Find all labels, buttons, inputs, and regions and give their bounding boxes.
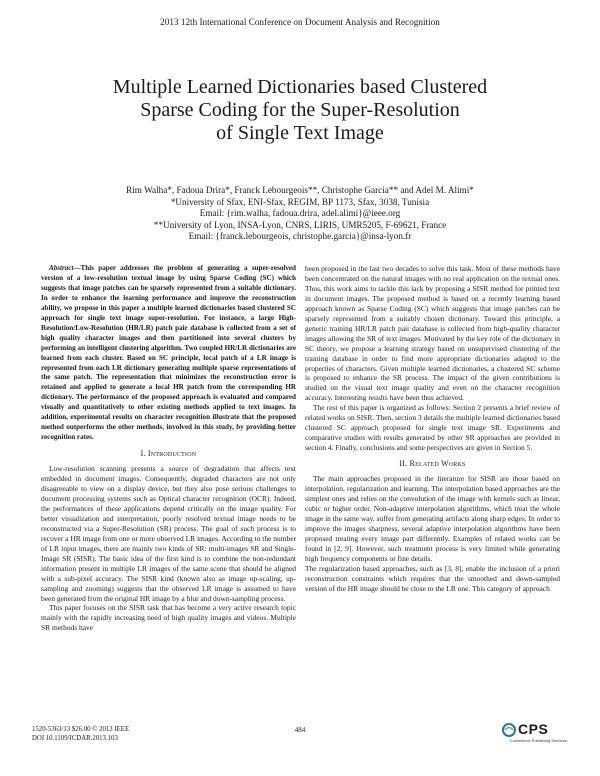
email-2: Email: {franck.lebourgeois, christophe.garcia}@insa-lyon.fr [188, 231, 412, 241]
left-column [41, 264, 296, 633]
cps-logo-subtitle: Conference Publishing Services [510, 738, 567, 743]
affiliation-1: *University of Sfax, ENI-Sfax, REGIM, BP 1173, Sfax, 3038, Tunisia [170, 196, 430, 207]
author-names: Rim Walha*, Fadoua Drira*, Franck Lebourgeois**, Christophe Garcia** and Adel M. Alimi* [126, 185, 474, 195]
title-line: of Single Text Image [216, 122, 384, 144]
affiliation-2: **University of Lyon, INSA-Lyon, CNRS, LIRIS, UMR5205, F-69621, France [153, 219, 447, 230]
abstract-text: —This paper addresses the problem of generating a super-resolved version of a low-resolution textual image by using Sparse Coding (SC) which suggests that image patches can be sparsely represented from a suitable dictionary. In order to enhance the learning performance and improve the reconstruction ability, we propose in this paper a multiple learned dictionaries based clustered SC approach for single text image super-resolution. For instance, a large High-Resolution/Low-Resolution (HR/LR) patch pair database is collected from a set of high quality character images and then partitioned into several clusters by performing an intelligent clustering algorithm. Two coupled HR/LR dictionaries are learned from each cluster. Based on SC principle, local patch of a LR image is represented from each LR dictionary generating multiple sparse representations of the same patch. The representation that minimizes the reconstruction error is retained and applied to generate a local HR patch from the corresponding HR dictionary. The performance of the proposed approach is evaluated and compared visually and quantitatively to other existing methods applied to text images. In addition, experimental results on character recognition illustrate that the proposed method outperforms the other methods, involved in this study, by providing better recognition rates. [41, 264, 296, 442]
cps-swirl-icon [502, 723, 516, 737]
section-heading-related-works: II. Related Works [399, 459, 466, 469]
title-line: Multiple Learned Dictionaries based Clustered [112, 76, 488, 98]
section-heading-introduction: I. Introduction [140, 449, 197, 459]
paper-title [40, 76, 560, 145]
author-block [0, 185, 600, 243]
paragraph: The main approaches proposed in the literature for SISR are those based on interpolation, regularization and learning. The interpolation based approaches are the simplest ones and relies on the convolution of the image with kernels such as linear, cubic or higher order. Non-adaptive interpolation algorithms, which treat the whole image in the same way, suffer from generating artifacts along sharp edges. In order to improve the images sharpness, several adaptive interpolation algorithms have been proposed treating every image part differently. Examples of related works can be found in [2, 9]. However, such treatment process is very limited while generating high frequency components or fine details. [305, 474, 560, 563]
conference-header: 2013 12th International Conference on Document Analysis and Recognition [160, 17, 440, 27]
paragraph: The rest of this paper is organized as follows: Section 2 presents a brief review of related works on SISR. Then, section 3 details the multiple learned dictionaries based clustered SC approach proposed for single text image SR. Experiments and comparative studies with results generated by other SR approaches are provided in section 4. Finally, conclusions and some perspectives are given in Section 5. [305, 403, 560, 453]
doi-line: DOI 10.1109/ICDAR.2013.103 [32, 734, 118, 742]
paragraph: The regularization based approaches, such as [3, 8], enable the inclusion of a priori reconstruction constraints which requires that the smoothed and down-sampled version of the HR image should be close to the LR one. This category of approach [305, 563, 560, 593]
cps-logo [500, 721, 568, 751]
copyright-line: 1520-5363/13 $26.00 © 2013 IEEE [32, 726, 130, 733]
paragraph: Low-resolution scanning presents a source of degradation that affects text embedded in document images. Consequently, degraded characters are not only disagreeable to view on a display device, but they also pose serious challenges to document processing systems such as Optical character recognition (OCR). Indeed, the performances of these applications depend critically on the image quality. For better visualization and interpretation, poorly resolved textual image needs to be reconstructed via a Super-Resolution (SR) process. The goal of such process is to recover a HR image from one or more observed LR images. According to the number of LR input images, there are mainly two kinds of SR: multi-images SR and Single-Image SR (SISR). The basic idea of the first kind is to combine the non-redundant information present in multiple LR images of the same scene that should be aligned with a sub-pixel accuracy. The SISR kind (known also as image up-scaling, up-sampling and zooming) suggests that the observed LR image is assumed to have been generated from the original HR image by a blur and down-sampling process. [41, 464, 296, 603]
cps-logo-text: CPS [518, 721, 549, 737]
abstract [41, 264, 296, 443]
title-line: Sparse Coding for the Super-Resolution [140, 99, 460, 121]
page-number: 484 [294, 726, 306, 734]
right-column [305, 264, 560, 594]
paragraph: This paper focuses on the SISR task that has become a very active research topic mainly with the rapidly increasing need of high quality images and videos. Multiple SR methods have [41, 603, 296, 633]
email-1: Email: {rim.walha, fadoua.drira, adel.alimi}@ieee.org [199, 208, 401, 218]
abstract-lead: Abstract [49, 264, 74, 272]
paragraph: been proposed in the last two decades to solve this task. Most of these methods have been concentrated on the natural images with no real application on the textual ones. Thus, this work aims to tackle this lack by proposing a SISR method for printed text in document images. The proposed method is based on a recently learning based approach known as Sparse Coding (SC) which suggests that image patches can be sparsely represented from a suitably chosen dictionary. Toward this principle, a generic training HR/LR patch pair database is collected from high-quality character images allowing the SR of text images. Motivated by the key role of the dictionary in SC theory, we propose a learning strategy based on unsupervised clustering of the training database in order to find more appropriate dictionaries adapted to the properties of characters. Given multiple learned dictionaries, a clustered SC scheme is proposed to enhance the SR process. The impact of the given contributions is studied on the visual text image quality and even on the character recognition accuracy. Interesting results have been thus achieved. [305, 264, 560, 403]
